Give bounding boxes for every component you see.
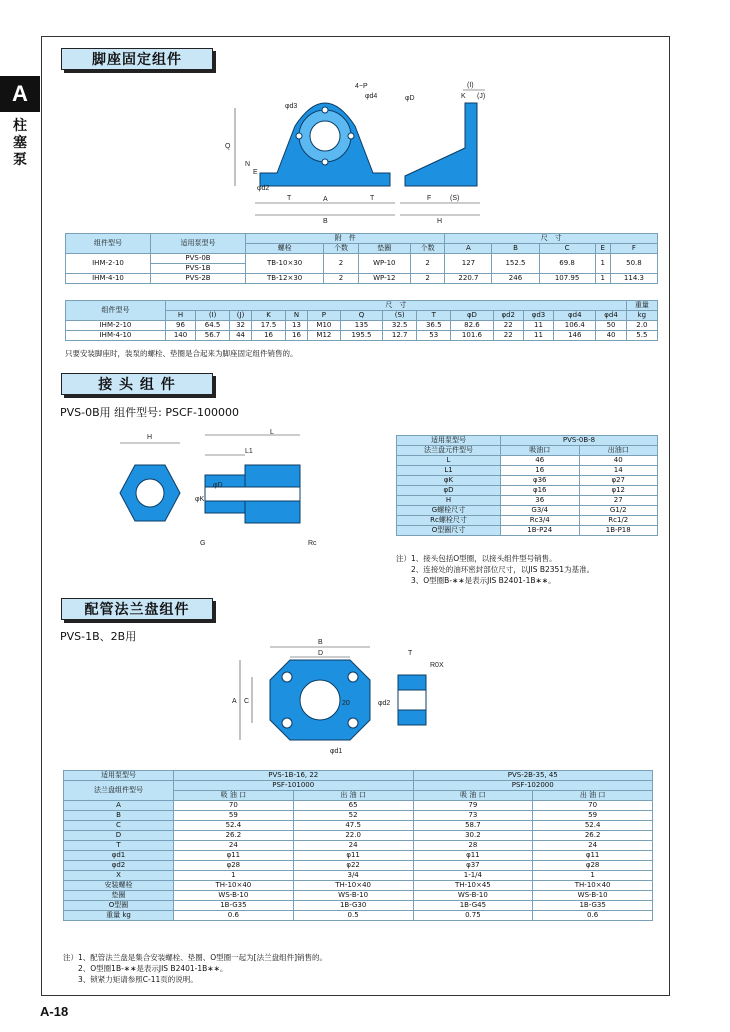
table-cell: 适用泵型号 [64,771,174,781]
table-cell: φ11 [533,851,653,861]
table-cell: 32 [230,321,252,331]
table-cell: T [64,841,174,851]
table-cell: 2 [410,254,445,274]
flange-drawing [230,635,470,760]
table-cell: 56.7 [196,331,230,341]
h-A: A [445,244,492,254]
table-cell: Rc螺栓尺寸 [397,516,501,526]
table-row [397,506,658,516]
table-row [397,476,658,486]
table-cell: φK [397,476,501,486]
foot-bracket-table-2 [65,300,658,341]
table-cell: 52.4 [174,821,294,831]
table-cell: 101.6 [451,331,493,341]
table-cell: 2 [324,274,359,284]
table-row [397,456,658,466]
table-cell: 吸油口 [501,446,580,456]
dim-d3: φd3 [285,103,298,110]
table-cell: 30.2 [413,831,533,841]
table-cell: 0.5 [293,911,413,921]
table-cell: 40 [579,456,658,466]
dim-H: H [437,218,443,225]
table-cell: 52.4 [533,821,653,831]
table-cell: φd4 [554,311,596,321]
table-row [64,811,653,821]
dim-Rc: Rc [308,540,317,547]
dim-G: G [200,540,206,547]
table-cell: 146 [554,331,596,341]
h-C: C [539,244,595,254]
table-cell: L1 [397,466,501,476]
dim-L: L [270,429,274,436]
table-cell: φd1 [64,851,174,861]
table-cell: 11 [523,321,553,331]
page-number: A-18 [40,1004,69,1019]
table-row [64,851,653,861]
table-cell: 13 [286,321,308,331]
h-count: 个数 [324,244,359,254]
table-cell: 58.7 [413,821,533,831]
table-cell: 1 [595,254,610,274]
h-washer: 垫圈 [358,244,410,254]
table-cell: 0.6 [533,911,653,921]
table-cell: T [417,311,451,321]
table-cell: G1/2 [579,506,658,516]
section2-notes: 注）1、接头包括O型圈，以接头组件型号销售。 2、连接处的油环密封部位尺寸，以JIS B2351为基准。 3、O型圈B-∗∗是表示JIS B2401-1B∗∗。 [396,554,595,585]
table-cell: WS-B-10 [533,891,653,901]
table-cell: 24 [533,841,653,851]
table-cell: 1B-P18 [579,526,658,536]
table-cell: WS-B-10 [413,891,533,901]
section-title-joint: 接 头 组 件 [61,373,213,395]
table-cell: PVS-2B [151,274,246,284]
table-cell: N [286,311,308,321]
table-cell: kg [626,311,657,321]
dim-T-right: T [370,195,375,202]
table-cell: 53 [417,331,451,341]
table-cell: φ22 [293,861,413,871]
h-B: B [492,244,539,254]
table-cell: 50.8 [610,254,657,274]
table-cell: φ28 [533,861,653,871]
dim-N: N [245,161,251,168]
section1-note: 只要安装脚座时，装泵的螺栓、垫圈是合起来为脚座固定组件销售的。 [65,349,298,358]
table-cell: 96 [166,321,196,331]
table-cell: K [251,311,285,321]
section-title-foot-bracket: 脚座固定组件 [61,48,213,70]
table-row [64,841,653,851]
table-cell: IHM-2-10 [66,321,166,331]
table-cell: 82.6 [451,321,493,331]
table-cell: PVS-0B-8 [501,436,658,446]
dim-T: T [408,650,413,657]
table-cell: 152.5 [492,254,539,274]
side-tab-letter: A [0,76,40,112]
dim-B: B [318,639,323,646]
table-cell: PVS-0B [151,254,246,264]
table-cell: 2 [410,274,445,284]
table-cell: 吸 油 口 [413,791,533,801]
table-cell: 16 [286,331,308,341]
table-cell: 3/4 [293,871,413,881]
table-cell: M10 [307,321,340,331]
table-row [66,274,658,284]
table-cell: φ11 [413,851,533,861]
table-cell: 0.6 [174,911,294,921]
table-cell: 11 [523,331,553,341]
table-cell: 重量 kg [64,911,174,921]
dim-Q: Q [225,143,231,150]
table-cell: L [397,456,501,466]
table-cell: H [166,311,196,321]
table-cell: 1B-G30 [293,901,413,911]
table-cell: φ11 [174,851,294,861]
table-cell: 24 [293,841,413,851]
bracket-side-shape [405,103,477,186]
table-cell: φ37 [413,861,533,871]
table-cell: 28 [413,841,533,851]
h-E: E [595,244,610,254]
table-cell: TH-10×45 [413,881,533,891]
table-cell: φd2 [64,861,174,871]
table-cell: X [64,871,174,881]
table-cell: PVS-1B-16, 22 [174,771,414,781]
table-cell: 22 [493,321,523,331]
table-row [64,881,653,891]
table-cell: G螺栓尺寸 [397,506,501,516]
table-cell: PVS-1B [151,264,246,274]
table-cell: 法兰盘元件型号 [397,446,501,456]
table-row [64,871,653,881]
table-cell: (J) [230,311,252,321]
table-cell: PVS-2B-35, 45 [413,771,653,781]
table-cell: WS-B-10 [174,891,294,901]
table-cell: H [397,496,501,506]
table-cell: 135 [340,321,382,331]
dim-K: φK [195,496,205,503]
flange-table [63,770,653,921]
dim-D: φD [405,95,415,102]
table-cell: 出 油 口 [293,791,413,801]
table-cell: 40 [596,331,626,341]
table-row [64,911,653,921]
table-cell: φD [451,311,493,321]
dim-T-left: T [287,195,292,202]
foot-bracket-table-1 [65,233,658,284]
table-cell: (S) [383,311,417,321]
table-cell: φd3 [523,311,553,321]
table-cell: M12 [307,331,340,341]
table-cell: φ36 [501,476,580,486]
h-parts: 附 件 [246,234,445,244]
table-cell: 36.5 [417,321,451,331]
table-cell: O型圈尺寸 [397,526,501,536]
table-cell: Rc1/2 [579,516,658,526]
table-cell: 70 [174,801,294,811]
table-cell: PSF-102000 [413,781,653,791]
table-cell: φD [397,486,501,496]
table-cell: 1 [595,274,610,284]
table-cell: PSF-101000 [174,781,414,791]
table-row [397,486,658,496]
table-row [66,321,658,331]
table-cell: 59 [533,811,653,821]
table-cell: 5.5 [626,331,657,341]
table-cell: 27 [579,496,658,506]
table-row [64,901,653,911]
dim-B: B [323,218,328,225]
table-row [397,466,658,476]
dim-S: (S) [450,195,460,202]
section3-notes: 注）1、配管法兰盘是集合安装螺栓、垫圈、O型圈一起为[法兰盘组件]销售的。 2、O型圈1B-∗∗是表示JIS B2401-1B∗∗。 3、锁紧力矩请参照C-11页的说明。 [63,953,328,984]
table-cell: 64.5 [196,321,230,331]
table-cell: WS-B-10 [293,891,413,901]
table-cell: 70 [533,801,653,811]
table-row [397,526,658,536]
table-cell: 1B-G45 [413,901,533,911]
table-cell: 2.0 [626,321,657,331]
h-bolt: 螺栓 [246,244,324,254]
table-row [64,861,653,871]
table-row [64,891,653,901]
table-cell: 1B-G35 [174,901,294,911]
table-cell: 220.7 [445,274,492,284]
dim-d2: φd2 [257,185,270,192]
table-cell: 65 [293,801,413,811]
dim-D: φD [213,482,223,489]
table-cell: 12.7 [383,331,417,341]
table-cell: C [64,821,174,831]
table-cell: 吸 油 口 [174,791,294,801]
table-cell: 16 [251,331,285,341]
table-cell: G3/4 [501,506,580,516]
table-cell: 106.4 [554,321,596,331]
dim-d2: φd2 [378,700,391,707]
dim-A: A [323,196,328,203]
table-cell: 0.75 [413,911,533,921]
table-row [64,831,653,841]
table-cell: 36 [501,496,580,506]
table-cell: 26.2 [174,831,294,841]
h-size: 尺 寸 [166,301,627,311]
table-cell: 46 [501,456,580,466]
table-cell: 22 [493,331,523,341]
table-cell: B [64,811,174,821]
section2-subtitle: PVS-0B用 组件型号: PSCF-100000 [60,406,239,419]
table-cell: 195.5 [340,331,382,341]
table-row [64,801,653,811]
table-row [66,254,658,264]
table-cell: φ12 [579,486,658,496]
table-cell: φ16 [501,486,580,496]
table-cell: TB-12×30 [246,274,324,284]
table-cell: 17.5 [251,321,285,331]
table-cell: 73 [413,811,533,821]
table-cell: IHM-4-10 [66,331,166,341]
dim-d4: φd4 [365,93,378,100]
table-cell: D [64,831,174,841]
dim-I: (I) [467,82,474,89]
table-cell: 140 [166,331,196,341]
table-cell: 22.0 [293,831,413,841]
dim-A: A [232,698,237,705]
table-cell: Rc3/4 [501,516,580,526]
table-cell: 1B-G35 [533,901,653,911]
table-cell: 出 油 口 [533,791,653,801]
table-cell: 16 [501,466,580,476]
table-cell: φ28 [174,861,294,871]
table-cell: 2 [324,254,359,274]
table-cell: 114.3 [610,274,657,284]
table-cell: TH-10×40 [533,881,653,891]
joint-table [396,435,658,536]
table-cell: 14 [579,466,658,476]
dim-E: E [253,169,258,176]
table-cell: IHM-4-10 [66,274,151,284]
table-cell: 安装螺栓 [64,881,174,891]
table-cell: 24 [174,841,294,851]
joint-drawing [95,425,335,555]
section3-subtitle: PVS-1B、2B用 [60,630,137,643]
h-weight: 重量 [626,301,657,311]
table-cell: 127 [445,254,492,274]
table-cell: 1 [174,871,294,881]
table-cell: 69.8 [539,254,595,274]
dim-d1: φd1 [330,748,343,755]
table-cell: φ11 [293,851,413,861]
table-cell: P [307,311,340,321]
table-cell: 垫圈 [64,891,174,901]
dim-L1: L1 [245,448,253,455]
dim-D: D [318,650,324,657]
table-cell: 26.2 [533,831,653,841]
table-cell: φd2 [493,311,523,321]
h-pump: 适用泵型号 [151,234,246,254]
table-cell: 52 [293,811,413,821]
table-cell: 出油口 [579,446,658,456]
dim-R0X: R0X [430,662,444,669]
table-cell: 1B-P24 [501,526,580,536]
table-cell: φd4 [596,311,626,321]
h-count: 个数 [410,244,445,254]
section-title-flange: 配管法兰盘组件 [61,598,213,620]
table-cell: 59 [174,811,294,821]
side-tab-label: 柱塞泵 [13,118,27,168]
table-cell: 246 [492,274,539,284]
table-row [64,821,653,831]
dim-K: K [461,93,466,100]
table-cell: 44 [230,331,252,341]
table-cell: TB-10×30 [246,254,324,274]
dim-J: (J) [477,93,486,100]
table-cell: 1-1/4 [413,871,533,881]
table-row [397,516,658,526]
table-cell: 107.95 [539,274,595,284]
table-row [66,331,658,341]
h-model: 组件型号 [66,301,166,321]
dim-C: C [244,698,250,705]
table-cell: A [64,801,174,811]
foot-bracket-drawing [215,78,515,228]
table-cell: WP-10 [358,254,410,274]
table-cell: 1 [533,871,653,881]
table-cell: 32.5 [383,321,417,331]
table-cell: φ27 [579,476,658,486]
h-size: 尺 寸 [445,234,658,244]
h-F: F [610,244,657,254]
dim-F: F [427,195,432,202]
table-cell: O型圈 [64,901,174,911]
table-cell: Q [340,311,382,321]
dim-4p: 4−P [355,83,368,90]
table-cell: TH-10×40 [293,881,413,891]
table-cell: 47.5 [293,821,413,831]
table-cell: IHM-2-10 [66,254,151,274]
h-model: 组件型号 [66,234,151,254]
table-cell: 79 [413,801,533,811]
table-cell: WP-12 [358,274,410,284]
dim-H: H [147,434,153,441]
dim-20: 20 [342,700,350,707]
table-row [397,496,658,506]
table-cell: TH-10×40 [174,881,294,891]
table-cell: 适用泵型号 [397,436,501,446]
table-cell: 法兰盘组件型号 [64,781,174,801]
table-cell: (I) [196,311,230,321]
table-cell: 50 [596,321,626,331]
